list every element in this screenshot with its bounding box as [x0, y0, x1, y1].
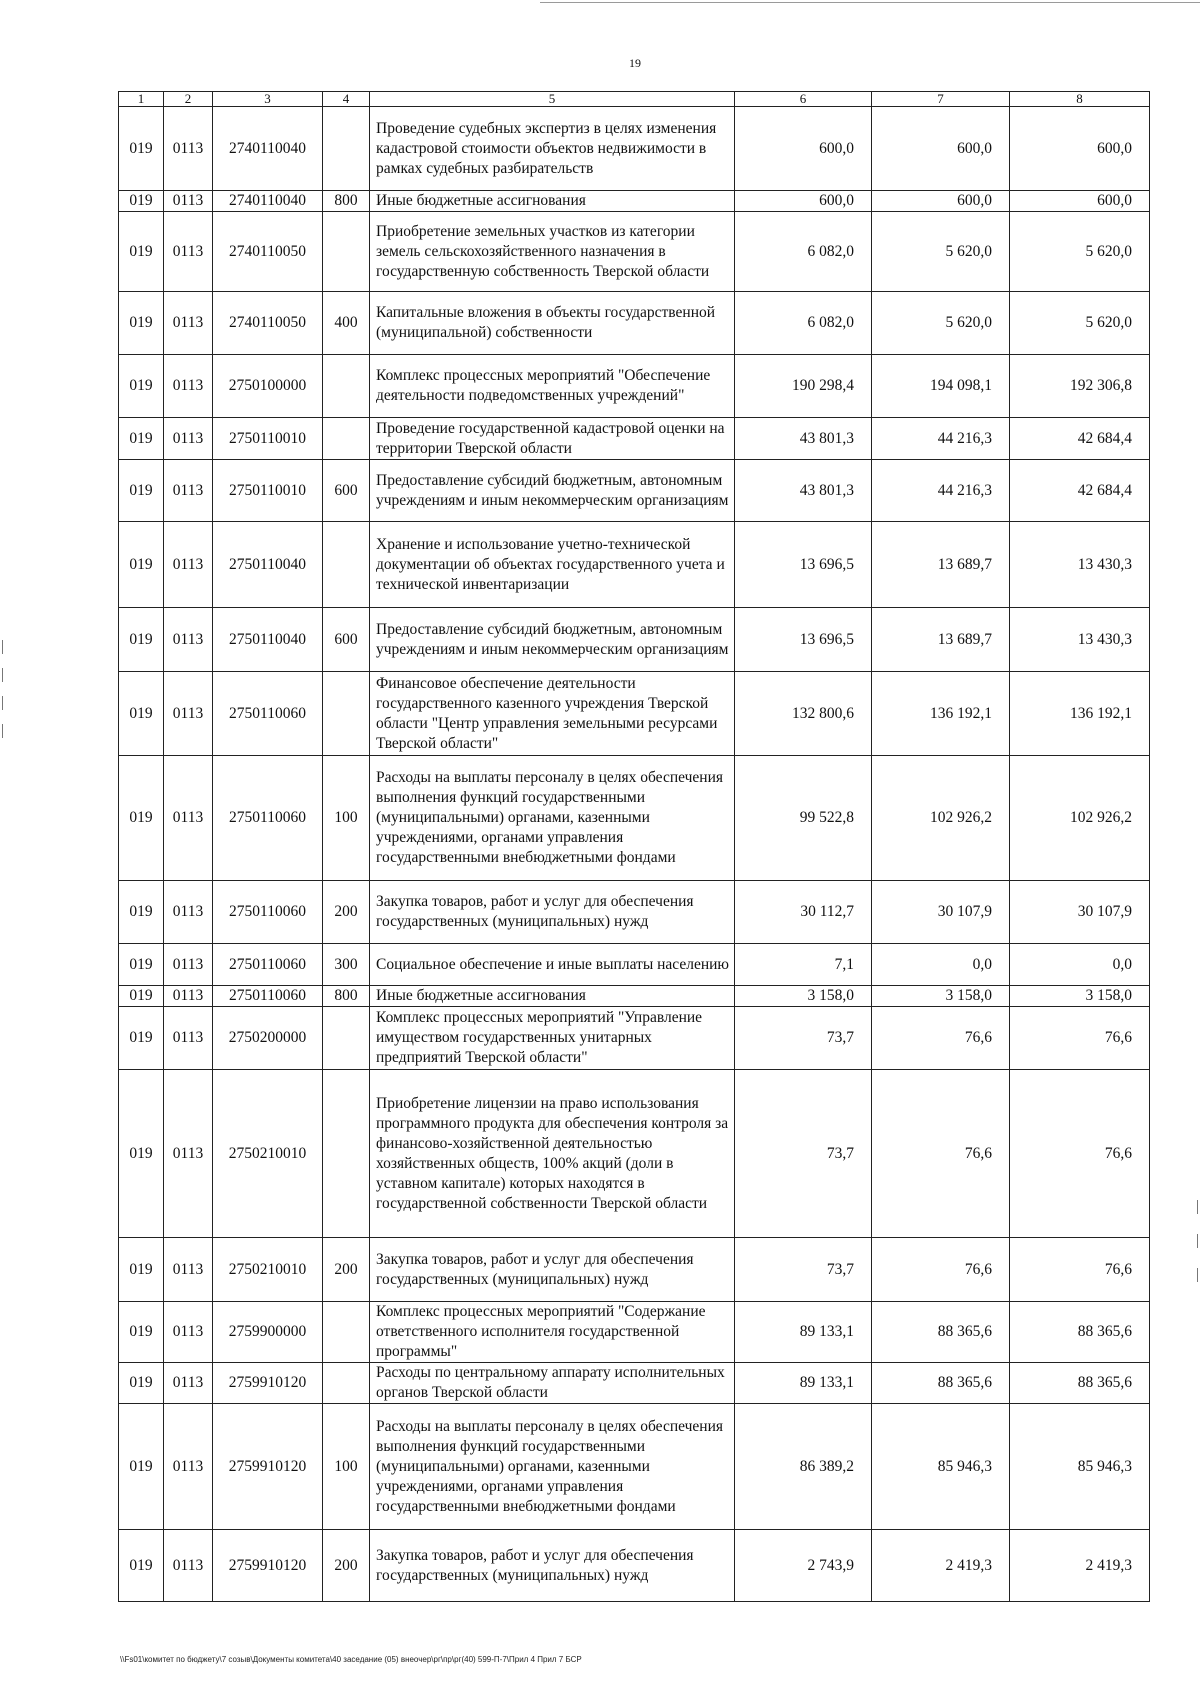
- cell-target-article: 2740110050: [213, 212, 323, 292]
- cell-amount-year2: 600,0: [872, 191, 1010, 212]
- cell-description: Закупка товаров, работ и услуг для обеспечения государственных (муниципальных) нужд: [370, 1530, 735, 1602]
- cell-expense-type: 600: [323, 460, 370, 522]
- cell-amount-year2: 13 689,7: [872, 522, 1010, 608]
- cell-amount-year1: 3 158,0: [735, 986, 872, 1007]
- footer-file-path: \\Fs01\комитет по бюджету\7 созыв\Документы комитета\40 заседание (05) внеочер\рг\пр\рг(40) 599-П-7\Прил 4 Прил 7 БСР: [120, 1655, 582, 1664]
- cell-amount-year3: 88 365,6: [1010, 1363, 1150, 1404]
- cell-amount-year3: 76,6: [1010, 1007, 1150, 1070]
- cell-target-article: 2740110050: [213, 292, 323, 355]
- cell-amount-year1: 73,7: [735, 1238, 872, 1302]
- cell-amount-year3: 13 430,3: [1010, 608, 1150, 672]
- cell-expense-type: [323, 418, 370, 460]
- cell-admin-code: 019: [119, 944, 164, 986]
- cell-admin-code: 019: [119, 672, 164, 756]
- cell-target-article: 2759900000: [213, 1302, 323, 1363]
- cell-amount-year1: 190 298,4: [735, 355, 872, 418]
- header-row: [119, 92, 1150, 107]
- cell-amount-year3: 5 620,0: [1010, 212, 1150, 292]
- cell-admin-code: 019: [119, 522, 164, 608]
- cell-amount-year3: 2 419,3: [1010, 1530, 1150, 1602]
- cell-description: Предоставление субсидий бюджетным, автономным учреждениям и иным некоммерческим организациям: [370, 460, 735, 522]
- cell-expense-type: 200: [323, 1238, 370, 1302]
- cell-amount-year3: 88 365,6: [1010, 1302, 1150, 1363]
- cell-amount-year1: 7,1: [735, 944, 872, 986]
- table-row: [119, 1238, 1150, 1302]
- cell-expense-type: [323, 212, 370, 292]
- cell-expense-type: 400: [323, 292, 370, 355]
- cell-amount-year2: 88 365,6: [872, 1302, 1010, 1363]
- scan-margin-marks-right: [1197, 1200, 1199, 1302]
- cell-admin-code: 019: [119, 756, 164, 881]
- cell-amount-year2: 102 926,2: [872, 756, 1010, 881]
- cell-expense-type: [323, 355, 370, 418]
- table-row: [119, 1070, 1150, 1238]
- cell-amount-year1: 89 133,1: [735, 1302, 872, 1363]
- cell-amount-year3: 600,0: [1010, 107, 1150, 191]
- cell-description: Капитальные вложения в объекты государственной (муниципальной) собственности: [370, 292, 735, 355]
- cell-amount-year2: 0,0: [872, 944, 1010, 986]
- cell-amount-year3: 0,0: [1010, 944, 1150, 986]
- table-row: [119, 608, 1150, 672]
- cell-target-article: 2750100000: [213, 355, 323, 418]
- cell-section-code: 0113: [164, 1302, 213, 1363]
- table-row: [119, 756, 1150, 881]
- cell-description: Проведение государственной кадастровой оценки на территории Тверской области: [370, 418, 735, 460]
- cell-section-code: 0113: [164, 1363, 213, 1404]
- cell-expense-type: 100: [323, 756, 370, 881]
- cell-admin-code: 019: [119, 986, 164, 1007]
- cell-target-article: 2740110040: [213, 191, 323, 212]
- cell-admin-code: 019: [119, 1070, 164, 1238]
- cell-amount-year3: 30 107,9: [1010, 881, 1150, 944]
- col-header-4: 4: [323, 92, 370, 107]
- col-header-7: 7: [872, 92, 1010, 107]
- cell-section-code: 0113: [164, 522, 213, 608]
- cell-section-code: 0113: [164, 672, 213, 756]
- cell-description: Иные бюджетные ассигнования: [370, 986, 735, 1007]
- cell-description: Закупка товаров, работ и услуг для обеспечения государственных (муниципальных) нужд: [370, 881, 735, 944]
- cell-expense-type: 100: [323, 1404, 370, 1530]
- cell-amount-year1: 600,0: [735, 107, 872, 191]
- cell-amount-year2: 600,0: [872, 107, 1010, 191]
- cell-amount-year1: 89 133,1: [735, 1363, 872, 1404]
- cell-admin-code: 019: [119, 1007, 164, 1070]
- cell-target-article: 2750110040: [213, 608, 323, 672]
- table-row: [119, 1404, 1150, 1530]
- cell-target-article: 2759910120: [213, 1363, 323, 1404]
- cell-description: Финансовое обеспечение деятельности государственного казенного учреждения Тверской области "Центр управления земельными ресурсами Тверской области": [370, 672, 735, 756]
- scan-edge-line: [540, 2, 1200, 3]
- cell-description: Закупка товаров, работ и услуг для обеспечения государственных (муниципальных) нужд: [370, 1238, 735, 1302]
- table-row: [119, 1530, 1150, 1602]
- table-row: [119, 522, 1150, 608]
- col-header-5: 5: [370, 92, 735, 107]
- cell-amount-year3: 13 430,3: [1010, 522, 1150, 608]
- cell-amount-year1: 600,0: [735, 191, 872, 212]
- cell-target-article: 2750210010: [213, 1238, 323, 1302]
- cell-description: Социальное обеспечение и иные выплаты населению: [370, 944, 735, 986]
- cell-expense-type: [323, 1070, 370, 1238]
- cell-amount-year2: 76,6: [872, 1238, 1010, 1302]
- col-header-8: 8: [1010, 92, 1150, 107]
- cell-amount-year1: 43 801,3: [735, 460, 872, 522]
- cell-amount-year3: 85 946,3: [1010, 1404, 1150, 1530]
- cell-target-article: 2750110060: [213, 881, 323, 944]
- cell-amount-year2: 88 365,6: [872, 1363, 1010, 1404]
- cell-section-code: 0113: [164, 1404, 213, 1530]
- cell-section-code: 0113: [164, 212, 213, 292]
- cell-section-code: 0113: [164, 355, 213, 418]
- cell-target-article: 2750110040: [213, 522, 323, 608]
- cell-expense-type: 200: [323, 1530, 370, 1602]
- cell-description: Расходы на выплаты персоналу в целях обеспечения выполнения функций государственными (муниципальными) органами, казенными учреждениями, органами управления государственными внебюджетными фондами: [370, 756, 735, 881]
- cell-description: Расходы на выплаты персоналу в целях обеспечения выполнения функций государственными (муниципальными) органами, казенными учреждениями, органами управления государственными внебюджетными фондами: [370, 1404, 735, 1530]
- cell-amount-year1: 73,7: [735, 1070, 872, 1238]
- cell-section-code: 0113: [164, 756, 213, 881]
- cell-section-code: 0113: [164, 107, 213, 191]
- cell-target-article: 2750200000: [213, 1007, 323, 1070]
- table-row: [119, 418, 1150, 460]
- scan-margin-marks: [2, 640, 8, 752]
- cell-amount-year1: 30 112,7: [735, 881, 872, 944]
- budget-table: [118, 91, 1150, 1602]
- cell-amount-year2: 76,6: [872, 1007, 1010, 1070]
- cell-section-code: 0113: [164, 986, 213, 1007]
- cell-amount-year2: 13 689,7: [872, 608, 1010, 672]
- cell-amount-year1: 2 743,9: [735, 1530, 872, 1602]
- cell-admin-code: 019: [119, 355, 164, 418]
- cell-section-code: 0113: [164, 1238, 213, 1302]
- cell-amount-year2: 44 216,3: [872, 460, 1010, 522]
- cell-description: Комплекс процессных мероприятий "Обеспечение деятельности подведомственных учреждений": [370, 355, 735, 418]
- cell-section-code: 0113: [164, 191, 213, 212]
- cell-description: Приобретение земельных участков из категории земель сельскохозяйственного назначения в государственную собственность Тверской области: [370, 212, 735, 292]
- cell-amount-year3: 3 158,0: [1010, 986, 1150, 1007]
- cell-admin-code: 019: [119, 418, 164, 460]
- budget-table-container: [118, 91, 1149, 1602]
- cell-target-article: 2750210010: [213, 1070, 323, 1238]
- cell-target-article: 2740110040: [213, 107, 323, 191]
- cell-admin-code: 019: [119, 1238, 164, 1302]
- table-row: [119, 986, 1150, 1007]
- cell-admin-code: 019: [119, 292, 164, 355]
- cell-section-code: 0113: [164, 460, 213, 522]
- cell-expense-type: 800: [323, 986, 370, 1007]
- table-row: [119, 355, 1150, 418]
- cell-amount-year2: 136 192,1: [872, 672, 1010, 756]
- cell-section-code: 0113: [164, 418, 213, 460]
- cell-amount-year3: 600,0: [1010, 191, 1150, 212]
- cell-amount-year3: 76,6: [1010, 1070, 1150, 1238]
- cell-description: Расходы по центральному аппарату исполнительных органов Тверской области: [370, 1363, 735, 1404]
- cell-admin-code: 019: [119, 212, 164, 292]
- cell-amount-year1: 43 801,3: [735, 418, 872, 460]
- cell-admin-code: 019: [119, 1363, 164, 1404]
- cell-section-code: 0113: [164, 1070, 213, 1238]
- cell-section-code: 0113: [164, 944, 213, 986]
- cell-description: Комплекс процессных мероприятий "Содержание ответственного исполнителя государственной программы": [370, 1302, 735, 1363]
- cell-amount-year1: 73,7: [735, 1007, 872, 1070]
- cell-expense-type: [323, 522, 370, 608]
- table-row: [119, 460, 1150, 522]
- cell-target-article: 2750110060: [213, 986, 323, 1007]
- cell-description: Иные бюджетные ассигнования: [370, 191, 735, 212]
- cell-amount-year3: 5 620,0: [1010, 292, 1150, 355]
- table-row: [119, 1363, 1150, 1404]
- cell-target-article: 2759910120: [213, 1530, 323, 1602]
- table-row: [119, 881, 1150, 944]
- table-row: [119, 212, 1150, 292]
- cell-expense-type: 200: [323, 881, 370, 944]
- table-row: [119, 1302, 1150, 1363]
- cell-description: Проведение судебных экспертиз в целях изменения кадастровой стоимости объектов недвижимости в рамках судебных разбирательств: [370, 107, 735, 191]
- table-row: [119, 107, 1150, 191]
- cell-amount-year1: 132 800,6: [735, 672, 872, 756]
- cell-expense-type: 600: [323, 608, 370, 672]
- cell-amount-year1: 6 082,0: [735, 292, 872, 355]
- cell-admin-code: 019: [119, 107, 164, 191]
- cell-section-code: 0113: [164, 608, 213, 672]
- cell-expense-type: 800: [323, 191, 370, 212]
- cell-amount-year3: 76,6: [1010, 1238, 1150, 1302]
- cell-admin-code: 019: [119, 1530, 164, 1602]
- cell-description: Предоставление субсидий бюджетным, автономным учреждениям и иным некоммерческим организациям: [370, 608, 735, 672]
- table-row: [119, 1007, 1150, 1070]
- col-header-3: 3: [213, 92, 323, 107]
- cell-target-article: 2750110060: [213, 944, 323, 986]
- cell-amount-year1: 86 389,2: [735, 1404, 872, 1530]
- cell-amount-year1: 13 696,5: [735, 608, 872, 672]
- cell-amount-year3: 42 684,4: [1010, 418, 1150, 460]
- cell-amount-year3: 192 306,8: [1010, 355, 1150, 418]
- cell-amount-year2: 44 216,3: [872, 418, 1010, 460]
- cell-section-code: 0113: [164, 292, 213, 355]
- cell-amount-year2: 5 620,0: [872, 212, 1010, 292]
- cell-amount-year3: 42 684,4: [1010, 460, 1150, 522]
- col-header-1: 1: [119, 92, 164, 107]
- cell-expense-type: 300: [323, 944, 370, 986]
- cell-section-code: 0113: [164, 1530, 213, 1602]
- cell-admin-code: 019: [119, 1302, 164, 1363]
- table-row: [119, 292, 1150, 355]
- cell-expense-type: [323, 1302, 370, 1363]
- cell-amount-year2: 3 158,0: [872, 986, 1010, 1007]
- cell-amount-year2: 76,6: [872, 1070, 1010, 1238]
- cell-target-article: 2750110060: [213, 672, 323, 756]
- cell-target-article: 2750110060: [213, 756, 323, 881]
- cell-expense-type: [323, 1363, 370, 1404]
- cell-amount-year3: 136 192,1: [1010, 672, 1150, 756]
- cell-expense-type: [323, 107, 370, 191]
- cell-amount-year1: 13 696,5: [735, 522, 872, 608]
- col-header-2: 2: [164, 92, 213, 107]
- cell-amount-year1: 99 522,8: [735, 756, 872, 881]
- table-row: [119, 944, 1150, 986]
- cell-amount-year2: 194 098,1: [872, 355, 1010, 418]
- cell-expense-type: [323, 672, 370, 756]
- cell-admin-code: 019: [119, 191, 164, 212]
- cell-target-article: 2759910120: [213, 1404, 323, 1530]
- cell-amount-year2: 85 946,3: [872, 1404, 1010, 1530]
- cell-amount-year2: 30 107,9: [872, 881, 1010, 944]
- cell-amount-year2: 2 419,3: [872, 1530, 1010, 1602]
- cell-description: Приобретение лицензии на право использования программного продукта для обеспечения контроля за финансово-хозяйственной деятельностью хозяйственных обществ, 100% акций (доли в уставном капитале) которых находятся в государственной собственности Тверской области: [370, 1070, 735, 1238]
- col-header-6: 6: [735, 92, 872, 107]
- cell-admin-code: 019: [119, 881, 164, 944]
- table-row: [119, 672, 1150, 756]
- table-body: [119, 107, 1150, 1602]
- cell-amount-year2: 5 620,0: [872, 292, 1010, 355]
- page-number: 19: [629, 56, 641, 70]
- cell-admin-code: 019: [119, 1404, 164, 1530]
- cell-description: Хранение и использование учетно-технической документации об объектах государственного учета и технической инвентаризации: [370, 522, 735, 608]
- cell-section-code: 0113: [164, 881, 213, 944]
- cell-description: Комплекс процессных мероприятий "Управление имуществом государственных унитарных предприятий Тверской области": [370, 1007, 735, 1070]
- cell-section-code: 0113: [164, 1007, 213, 1070]
- cell-expense-type: [323, 1007, 370, 1070]
- table-row: [119, 191, 1150, 212]
- cell-target-article: 2750110010: [213, 418, 323, 460]
- cell-admin-code: 019: [119, 460, 164, 522]
- cell-amount-year3: 102 926,2: [1010, 756, 1150, 881]
- cell-target-article: 2750110010: [213, 460, 323, 522]
- cell-amount-year1: 6 082,0: [735, 212, 872, 292]
- cell-admin-code: 019: [119, 608, 164, 672]
